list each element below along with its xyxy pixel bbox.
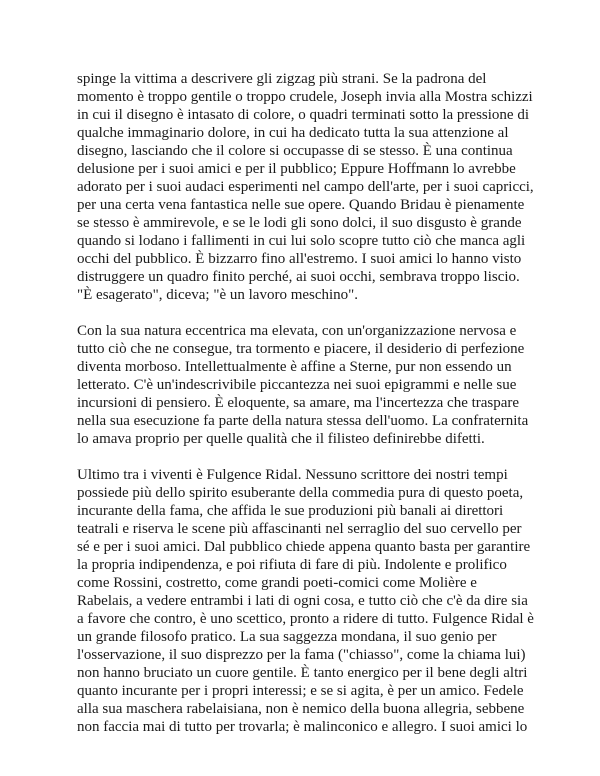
text-line: quando si lodano i fallimenti in cui lui solo scopre tutto ciò che manca agli (77, 233, 526, 249)
text-line: Ultimo tra i viventi è Fulgence Ridal. Nessuno scrittore dei nostri tempi (77, 467, 508, 483)
text-line: per una certa vena fantastica nelle sue opere. Quando Bridau è pienamente (77, 197, 525, 213)
text-line: l'osservazione, il suo disprezzo per la fama ("chiasso", come la chiama lui) (77, 647, 526, 663)
paragraph (77, 322, 527, 448)
text-line: distruggere un quadro finito perché, ai suoi occhi, sembrava troppo liscio. (77, 269, 520, 285)
text-line: incursioni di pensiero. È eloquente, sa amare, ma l'incertezza che traspare (77, 395, 520, 411)
text-line: la propria indipendenza, e poi rifiuta di fare di più. Indolente e prolifico (77, 557, 507, 573)
text-line: sé e per i suoi amici. Dal pubblico chiede appena quanto basta per garantire (77, 539, 531, 555)
text-line: alla sua maschera rabelaisiana, non è nemico della buona allegria, sebbene (77, 701, 525, 717)
text-line: disegno, lasciando che il colore si occupasse di se stesso. È una continua (77, 143, 513, 159)
text-line: diventa morboso. Intellettualmente è affine a Sterne, pur non essendo un (77, 359, 512, 375)
text-line: lo amava proprio per quelle qualità che il filisteo definirebbe difetti. (77, 431, 485, 447)
text-line: se stesso è ammirevole, e se le lodi gli sono dolci, il suo disgusto è grande (77, 215, 522, 231)
text-line: teatrali e riserva le scene più affascinanti nel serraglio del suo cervello per (77, 521, 522, 537)
text-line: "È esagerato", diceva; "è un lavoro meschino". (77, 287, 359, 303)
text-line: momento è troppo gentile o troppo crudele, Joseph invia alla Mostra schizzi (77, 89, 533, 105)
text-line: possiede più dello spirito esuberante della commedia pura di questo poeta, (77, 485, 524, 501)
text-line: qualche immaginario dolore, in cui ha dedicato tutta la sua attenzione al (77, 125, 509, 141)
paragraph (77, 466, 534, 736)
text-line: occhi del pubblico. È bizzarro fino all'estremo. I suoi amici lo hanno visto (77, 251, 522, 267)
text-line: tutto ciò che ne consegue, tra tormento e piacere, il desiderio di perfezione (77, 341, 525, 357)
text-line: adorato per i suoi audaci esperimenti nel campo dell'arte, per i suoi capricci, (77, 179, 534, 195)
text-line: in cui il disegno è intasato di colore, o quadri terminati sotto la pressione di (77, 107, 529, 123)
text-line: delusione per i suoi amici e per il pubblico; Eppure Hoffmann lo avrebbe (77, 161, 516, 177)
body-text (77, 70, 534, 754)
text-line: Rabelais, a vedere entrambi i lati di ogni cosa, e tutto ciò che c'è da dire sia (77, 593, 528, 609)
text-line: un grande filosofo pratico. La sua saggezza mondana, il suo genio per (77, 629, 497, 645)
text-line: spinge la vittima a descrivere gli zigzag più strani. Se la padrona del (77, 71, 487, 87)
text-line: incurante della fama, che affida le sue produzioni più banali ai direttori (77, 503, 504, 519)
text-line: a favore che contro, è uno scettico, pronto a ridere di tutto. Fulgence Ridal è (77, 611, 534, 627)
text-line: nella sua esecuzione fa parte della natura stessa dell'uomo. La confraternita (77, 413, 529, 429)
text-line: non faccia mai di tutto per trovarla; è malinconico e allegro. I suoi amici lo (77, 719, 528, 735)
text-line: non hanno bruciato un cuore gentile. È tanto energico per il bene degli altri (77, 665, 528, 681)
text-line: come Rossini, costretto, come grandi poeti-comici come Molière e (77, 575, 477, 591)
text-line: letterato. C'è un'indescrivibile piccantezza nei suoi epigrammi e nelle sue (77, 377, 517, 393)
paragraph (77, 70, 534, 304)
text-line: Con la sua natura eccentrica ma elevata, con un'organizzazione nervosa e (77, 323, 517, 339)
text-line: quanto incurante per i propri interessi; e se si agita, è per un amico. Fedele (77, 683, 524, 699)
